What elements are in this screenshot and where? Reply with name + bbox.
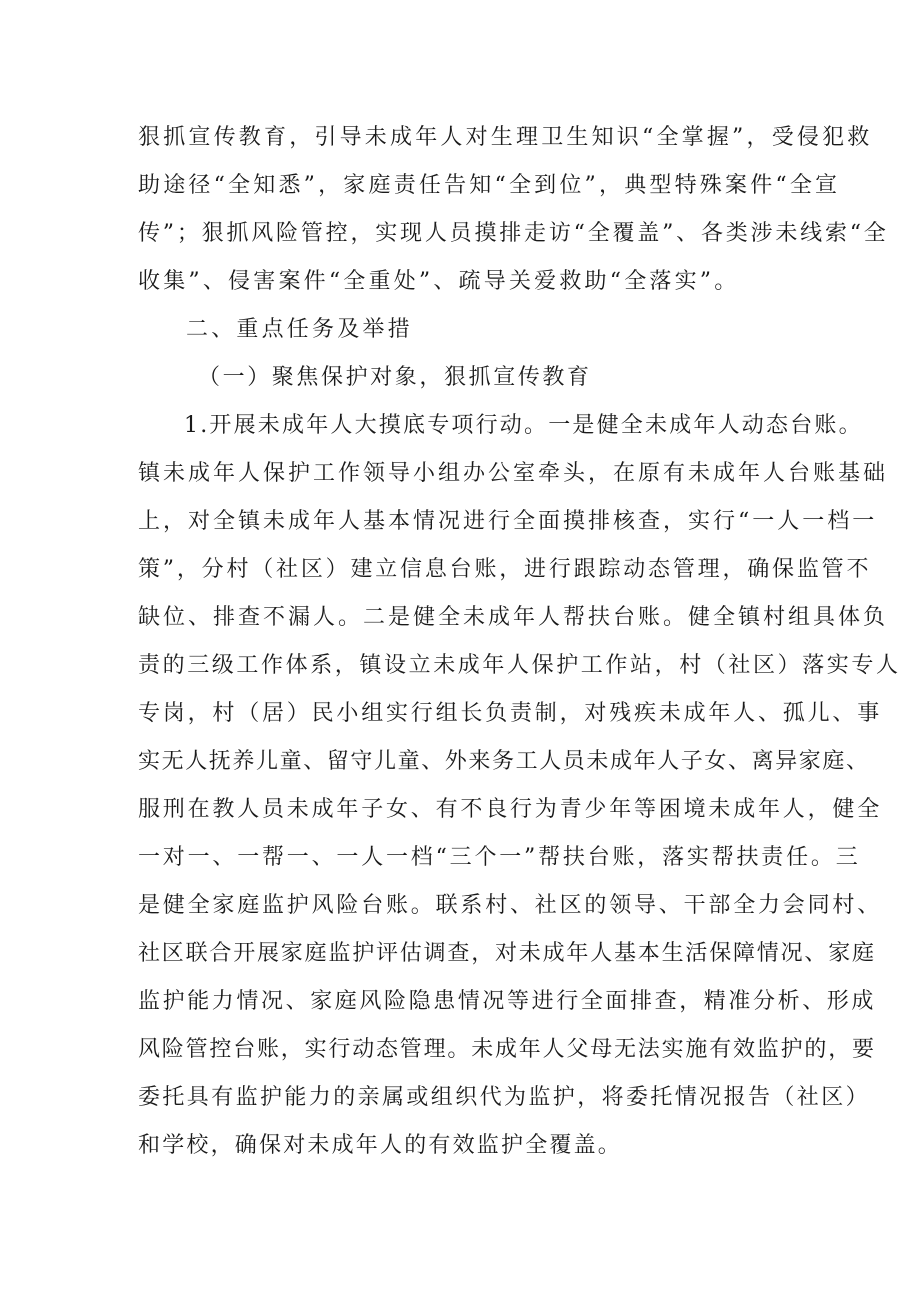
- body-line-9: 上，对全镇未成年人基本情况进行全面摸排核查，实行“一人一档一: [138, 509, 878, 534]
- body-line-10: 策”，分村（社区）建立信息台账，进行跟踪动态管理，确保监管不: [138, 557, 872, 582]
- body-line-13: 专岗，村（居）民小组实行组长负责制，对残疾未成年人、孤儿、事: [138, 701, 883, 726]
- body-line-2: 助途径“全知悉”，家庭责任告知“全到位”，典型特殊案件“全宣: [138, 173, 841, 198]
- body-line-18: 社区联合开展家庭监护评估调查，对未成年人基本生活保障情况、家庭: [138, 941, 876, 966]
- body-line-3: 传”；狠抓风险管控，实现人员摸排走访“全覆盖”、各类涉未线索“全: [138, 221, 889, 246]
- body-line-4: 收集”、侵害案件“全重处”、疏导关爱救助“全落实”。: [138, 269, 740, 294]
- body-line-22: 和学校，确保对未成年人的有效监护全覆盖。: [138, 1133, 623, 1158]
- body-line-14: 实无人抚养儿童、留守儿童、外来务工人员未成年人子女、离异家庭、: [138, 749, 870, 774]
- body-line-11: 缺位、排查不漏人。二是健全未成年人帮扶台账。健全镇村组具体负: [138, 605, 889, 630]
- body-line-21: 委托具有监护能力的亲属或组织代为监护，将委托情况报告（社区）: [138, 1085, 871, 1110]
- section-heading: 二、重点任务及举措: [186, 317, 413, 342]
- body-line-17: 是健全家庭监护风险台账。联系村、社区的领导、干部全力会同村、: [138, 893, 883, 918]
- body-line-15: 服刑在教人员未成年子女、有不良行为青少年等困境未成年人，健全: [138, 797, 883, 822]
- subsection-heading: （一）聚焦保护对象，狠抓宣传教育: [198, 365, 592, 390]
- item-1-first-line: 1.开展未成年人大摸底专项行动。一是健全未成年人动态台账。: [184, 413, 863, 438]
- body-line-12: 责的三级工作体系，镇设立未成年人保护工作站，村（社区）落实专人: [138, 653, 901, 678]
- body-line-20: 风险管控台账，实行动态管理。未成年人父母无法实施有效监护的，要: [138, 1037, 876, 1062]
- body-line-16: 一对一、一帮一、一人一档“三个一”帮扶台账，落实帮扶责任。三: [138, 845, 861, 870]
- body-line-19: 监护能力情况、家庭风险隐患情况等进行全面排查，精准分析、形成: [138, 989, 877, 1014]
- body-line-8: 镇未成年人保护工作领导小组办公室牵头，在原有未成年人台账基础: [138, 461, 889, 486]
- body-line-1: 狠抓宣传教育，引导未成年人对生理卫生知识“全掌握”，受侵犯救: [138, 125, 873, 150]
